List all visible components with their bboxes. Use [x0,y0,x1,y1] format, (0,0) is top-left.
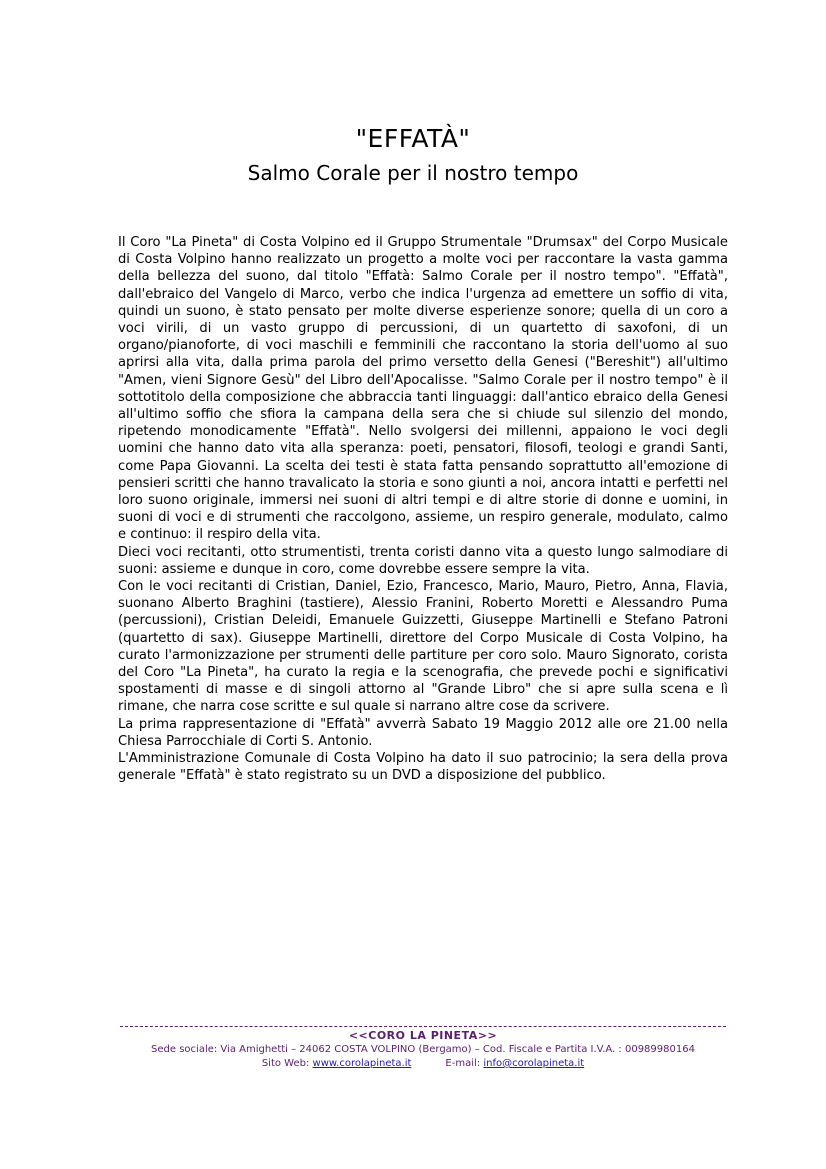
document-body [118,234,728,785]
page-footer [120,1026,726,1071]
body-paragraph: Il Coro "La Pineta" di Costa Volpino ed il Gruppo Strumentale "Drumsax" del Corpo Musicale di Costa Volpino hanno realizzato un progetto a molte voci per raccontare la vasta gamma della bellezza del suono, dal titolo "Effatà: Salmo Corale per il nostro tempo". "Effatà", dall'ebraico del Vangelo di Marco, verbo che indica l'urgenza ad emettere un soffio di vita, quindi un suono, è stato pensato per molte diverse esperienze sonore; quella di un coro a voci virili, di un vasto gruppo di percussioni, di un quartetto di saxofoni, di un organo/pianoforte, di voci maschili e femminili che raccontano la storia dell'uomo al suo aprirsi alla vita, dalla prima parola del primo versetto della Genesi ("Bereshit") all'ultimo "Amen, vieni Signore Gesù" del Libro dell'Apocalisse. "Salmo Corale per il nostro tempo" è il sottotitolo della composizione che abbraccia tanti linguaggi: dall'antico ebraico della Genesi all'ultimo soffio che sfiora la campana della sera che si chiude sul silenzio del mondo, ripetendo monodicamente "Effatà". Nello svolgersi dei millenni, appaiono le voci degli uomini che hanno dato vita alla speranza: poeti, pensatori, filosofi, teologi e grandi Santi, come Papa Giovanni. La scelta dei testi è stata fatta pensando soprattutto all'emozione di pensieri scritti che hanno travalicato la storia e sono giunti a noi, ancora intatti e perfetti nel loro suono originale, immersi nei suoni di altri tempi e di altre storie di donne e uomini, in suoni di voci e di strumenti che raccolgono, assieme, un respiro generale, modulato, calmo e continuo: il respiro della vita. [118,235,728,543]
footer-web-label: Sito Web: [261,1058,310,1069]
body-paragraph: L'Amministrazione Comunale di Costa Volpino ha dato il suo patrocinio; la sera della prova generale "Effatà" è stato registrato su un DVD a disposizione del pubblico. [118,751,728,784]
body-paragraph: Dieci voci recitanti, otto strumentisti, trenta coristi danno vita a questo lungo salmodiare di suoni: assieme e dunque in coro, come dovrebbe essere sempre la vita. [118,544,728,577]
footer-web-link[interactable]: www.corolapineta.it [312,1058,412,1069]
document-subtitle: Salmo Corale per il nostro tempo [247,161,579,185]
footer-email-label: E-mail: [445,1058,481,1069]
footer-contacts [120,1057,726,1071]
footer-divider [120,1026,726,1027]
document-title: "EFFATÀ" [355,124,471,153]
footer-organization-name: <<CORO LA PINETA>> [348,1029,498,1042]
body-paragraph: La prima rappresentazione di "Effatà" avverrà Sabato 19 Maggio 2012 alle ore 21.00 nella Chiesa Parrocchiale di Corti S. Antonio. [118,716,728,749]
footer-email-link[interactable]: info@corolapineta.it [483,1058,585,1069]
footer-address: Sede sociale: Via Amighetti – 24062 COSTA VOLPINO (Bergamo) – Cod. Fiscale e Partita I.V.A. : 00989980164 [151,1044,695,1055]
body-paragraph: Con le voci recitanti di Cristian, Daniel, Ezio, Francesco, Mario, Mauro, Pietro, Anna, Flavia, suonano Alberto Braghini (tastiere), Alessio Franini, Roberto Moretti e Alessandro Puma (percussioni), Cristian Deleidi, Emanuele Guizzetti, Giuseppe Martinelli e Stefano Patroni (quartetto di sax). Giuseppe Martinelli, direttore del Corpo Musicale di Costa Volpino, ha curato l'armonizzazione per strumenti delle partiture per coro solo. Mauro Signorato, corista del Coro "La Pineta", ha curato la regia e la scenografia, che prevede pochi e significativi spostamenti di masse e di singoli attorno al "Grande Libro" che si apre sulla scena e lì rimane, che narra cose scritte e sul quale si narrano altre cose da scrivere. [118,579,728,715]
